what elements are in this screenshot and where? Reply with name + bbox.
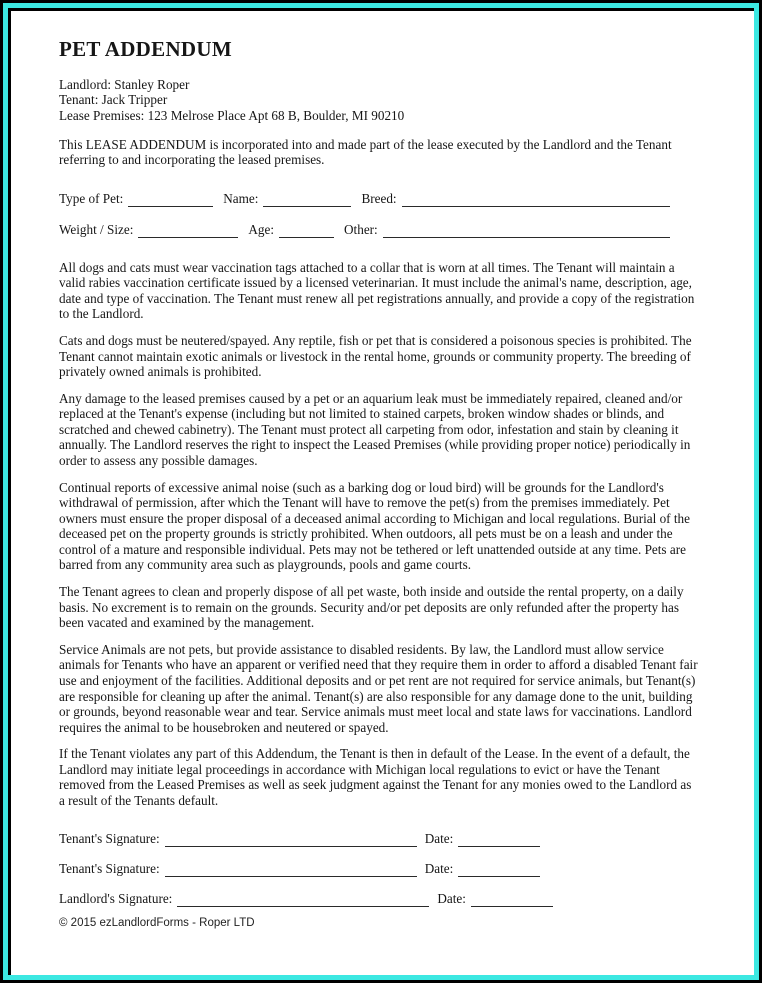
pet-name-label: Name:	[223, 191, 259, 207]
breed-label: Breed:	[361, 191, 397, 207]
age-blank	[279, 223, 334, 238]
type-of-pet-blank	[128, 192, 213, 207]
intro-paragraph: This LEASE ADDENDUM is incorporated into and made part of the lease executed by the Landlord and the Tenant referring to and incorporating the leased premises.	[59, 136, 672, 168]
date-blank-1	[458, 832, 540, 847]
paragraph-waste: The Tenant agrees to clean and properly dispose of all pet waste, both inside and outside the rental property, on a daily basis. No excrement is to remain on the grounds. Security and/or pet deposits are only refunded after the property has been vacated and examined by the management.	[59, 584, 684, 631]
date-label-1: Date:	[424, 831, 454, 846]
tenant-signature-label-2: Tenant's Signature:	[59, 861, 160, 876]
landlord-signature-row	[59, 889, 698, 907]
date-blank-3	[471, 892, 553, 907]
landlord-signature-blank	[177, 892, 429, 907]
signature-section	[59, 829, 698, 907]
pet-fields-row-2	[59, 220, 670, 238]
weight-size-label: Weight / Size:	[59, 222, 134, 238]
age-label: Age:	[248, 222, 275, 238]
parties-block	[59, 77, 698, 124]
copyright-footer: © 2015 ezLandlordForms - Roper LTD	[59, 917, 255, 930]
other-blank	[383, 223, 670, 238]
tenant-signature-blank-1	[165, 832, 417, 847]
paragraph-service-animals: Service Animals are not pets, but provide assistance to disabled residents. By law, the Landlord must allow service animals for Tenants who have an apparent or verified need that they require them in order to afford a disabled Tenant fair use and enjoyment of the facilities. Additional deposits and or pet rent are not required for service animals, but Tenant(s) are responsible for cleaning up after the animal. Tenant(s) are also responsible for any damage done to the unit, building or grounds, beyond reasonable wear and tear. Service animals must meet local and state laws for vaccinations. Landlord requires the animal to be housebroken and neutered or spayed.	[59, 641, 698, 735]
date-label-3: Date:	[437, 891, 466, 906]
paragraph-default: If the Tenant violates any part of this Addendum, the Tenant is then in default of the Lease. In the event of a default, the Landlord may initiate legal proceedings in accordance with Michigan local regulations to evict or have the Tenant removed from the Leased Premises as well as seek judgment against the Tenant for any monies owed to the Landlord as a result of the Tenants default.	[59, 746, 692, 808]
landlord-signature-label: Landlord's Signature:	[59, 891, 173, 906]
date-label-2: Date:	[424, 861, 454, 876]
tenant-signature-label-1: Tenant's Signature:	[59, 831, 160, 846]
tenant-signature-row-1	[59, 829, 698, 847]
cyan-border-band	[3, 3, 759, 980]
date-blank-2	[458, 862, 540, 877]
tenant-signature-blank-2	[165, 862, 417, 877]
paragraph-damage: Any damage to the leased premises caused by a pet or an aquarium leak must be immediately repaired, cleaned and/or replaced at the Tenant's expense (including but not limited to stained carpets, broken window shades or blinds, and scratched and chewed cabinetry). The Tenant must protect all carpeting from odor, infestation and stain by cleaning it annually. The Landlord reserves the right to inspect the Leased Premises (while providing proper notice) periodically in order to assess any possible damages.	[59, 390, 691, 469]
tenant-line: Tenant: Jack Tripper	[59, 92, 168, 108]
paragraph-neutered: Cats and dogs must be neutered/spayed. Any reptile, fish or pet that is considered a poisonous species is prohibited. The Tenant cannot maintain exotic animals or livestock in the rental home, grounds or community property. The breeding of privately owned animals is prohibited.	[59, 332, 692, 380]
weight-size-blank	[138, 223, 238, 238]
pet-fields-row-1	[59, 189, 670, 207]
tenant-signature-row-2	[59, 859, 698, 877]
other-label: Other:	[344, 222, 378, 238]
paragraph-vaccination: All dogs and cats must wear vaccination tags attached to a collar that is worn at all times. The Tenant will maintain a valid rabies vaccination certificate issued by a licensed veterinarian. It must include the animal's name, description, age, date and type of vaccination. The Tenant must renew all pet registrations annually, and provide a copy of the registration to the Landlord.	[59, 259, 695, 322]
page-title: PET ADDENDUM	[59, 37, 232, 61]
premises-line: Lease Premises: 123 Melrose Place Apt 68 B, Boulder, MI 90210	[59, 107, 405, 123]
paragraph-noise: Continual reports of excessive animal noise (such as a barking dog or loud bird) will be grounds for the Landlord's withdrawal of permission, after which the Tenant will have to remove the pet(s) from the premises immediately. Pet owners must ensure the proper disposal of a deceased animal according to Michigan and local regulations. Burial of the deceased pet on the property grounds is strictly prohibited. When outdoors, all pets must be on a leash and under the control of a mature and responsible individual. Pets may not be tethered or left unattended outside at any time. Pets are barred from any community area such as playgrounds, pools and game courts.	[59, 479, 690, 573]
type-of-pet-label: Type of Pet:	[59, 191, 124, 207]
pet-name-blank	[263, 192, 351, 207]
breed-blank	[402, 192, 670, 207]
document-page	[8, 8, 754, 975]
landlord-line: Landlord: Stanley Roper	[59, 76, 190, 92]
